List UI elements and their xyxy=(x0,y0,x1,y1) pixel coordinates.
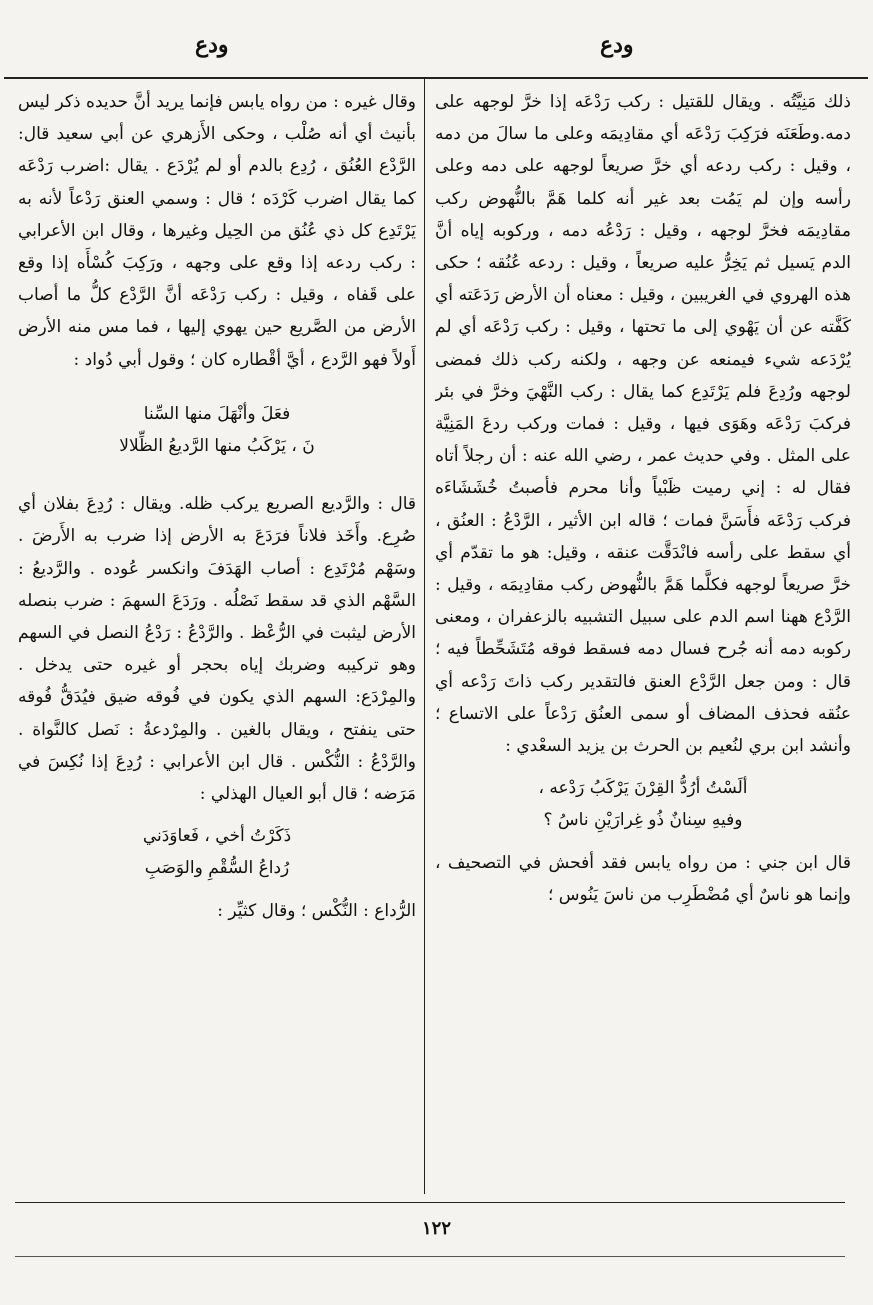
left-verse-2-line-2: رُداعُ السُّقْمِ والوَصَبِ xyxy=(144,858,290,879)
page-number: ١٢٢ xyxy=(421,1218,451,1239)
left-verse-2 xyxy=(18,820,416,884)
left-verse-1-line-2: نَ ، يَرْكَبُ منها الرَّديعُ الظِّلالا xyxy=(119,436,315,457)
right-verse-line-2: وفيهِ سِنانٌ ذُو غِرارَيْنِ ناسُ ؟ xyxy=(543,810,743,831)
left-verse-2-line-1: ذَكَرْتُ أخي ، فَعاوَدَني xyxy=(142,826,292,847)
right-paragraph-2: قال ابن جني : من رواه يابس فقد أفحش في التصحيف ، وإنما هو ناسٌ أي مُضْطَرِب من ناسَ يَنُوس ؛ xyxy=(435,852,851,905)
left-column xyxy=(18,86,416,1194)
bottom-rule xyxy=(15,1202,845,1203)
left-paragraph-3: الرُّداع : النُّكْس ؛ وقال كثيِّر : xyxy=(217,900,416,921)
left-header-word: ودع xyxy=(195,32,229,58)
right-paragraph-1: ذلك مَنِيَّتُه . ويقال للقتيل : ركب رَدْعَه إذا خرَّ لوجهه على دمه.وطَعَنَه فرَكِبَ رَدْعَه أي مقادِيمَه وعلى ما سالَ من دمه ، وقيل : ركب ردعه أي خرَّ صريعاً لوجهه على دمه وعلى رأسه وإن لم يَمُت بعد غير أنه كلما هَمَّ بالنُّهوض ركب مقادِيمَه فخرَّ لوجهه ، وقيل : رَدْعُه دمه ، وركوبه إياه أنَّ الدم يَسيل ثم يَخِرُّ عليه صريعاً ، وقيل : ردعه عُنُقه ؛ حكى هذه الهروي في الغريبين ، وقيل : معناه أن الأرض رَدَعَته أي كَفَّته عن أن يَهْوي إلى ما تحتها ، وقيل : ركب رَدْعَه أي لم يُرْدَعه شيء فيمنعه عن وجهه ، ولكنه ركب ذلك فمضى لوجهه ورُدِعَ فلم يَرْتَدِع كما يقال : ركب النَّهْيَ وخرَّ في بئر فركبَ رَدْعَه وهَوَى فيها ، وقيل : فمات وركب ردعَ المَنِيَّة على المثل . وفي حديث عمر ، رضي الله عنه : أن رجلاً أتاه فقال له : إني رميت ظَبْياً وأنا محرم فأصبتُ خُشَشَاءَه فركب رَدْعَه فأَسَنَّ فمات ؛ قاله ابن الأثير ، الرَّدْعُ : العنُق ، أي سقط على رأسه فانْدَقَّت عنقه ، وقيل: هو ما تقدّم أي خرَّ صريعاً لوجهه فكلَّما هَمَّ بالنُّهوض ركب مقادِيمَه ، وقيل : الرَّدْع ههنا اسم الدم على سبيل التشبيه بالزعفران ، ومعنى ركوبه دمه أنه جُرح فسال دمه فسقط فوقه مُتَشَحِّطاً فيه ؛ قال : ومن جعل الرَّدْع العنق فالتقدير ركب ذاتَ رَدْعه أي عنُقه فحذف المضاف أو سمى العنُق رَدْعاً على الاتساع ؛ وأنشد ابن بري لنُعيم بن الحرث بن يزيد السعْدي : xyxy=(435,92,851,757)
top-rule xyxy=(4,77,868,79)
left-verse-1-line-1: فعَلَ وأنْهَلَ منها السِّنا xyxy=(143,403,291,424)
left-paragraph-2: قال : والرَّديع الصريع يركب ظله. ويقال : رُدِعَ بفلان أي صُرِع. وأَخَذ فلاناً فرَدَعَ به الأرض إذا ضرب به الأَرضَ . وسَهْم مُرْتَدِع : أصاب الهَدَفَ وانكسر عُوده . والرَّديعُ : السَّهْم الذي قد سقط نَصْلُه . ورَدَعَ السهمَ : ضرب بنصله الأرض ليثبت في الرُّعْظ . والرَّدْعُ : رَدْعُ النصل في السهم وهو تركيبه وضربك إياه بحجر أو غيره حتى يدخل . والمِرْدَع: السهم الذي يكون في فُوقه ضيق فيُدَقُّ فُوقه حتى ينفتح ، ويقال بالغين . والمِرْدعةُ : نَصل كالنَّواة . والرَّدْعُ : النُّكْس . قال ابن الأعرابي : رُدِعَ إذا نُكِسَ في مَرَضه ؛ قال أبو العيال الهذلي : xyxy=(18,494,416,805)
left-paragraph-1: وقال غيره : من رواه يابس فإنما يريد أنَّ حديده ذكر ليس بأنيث أي أنه صُلْب ، وحكى الأَزهري عن أبي سعيد قال: الرَّدْع العُنُق ، رُدِع بالدم أو لم يُرْدَع . يقال :اضرب رَدْعَه كما يقال اضرب كَرْدَه ؛ قال : وسمي العنق رَدْعاً لأنه به يَرْتَدِع كل ذي عُنُق من الحِيل وغيرها ، وقال ابن الأعرابي : ركب ردعه إذا وقع على وجهه ، ورَكِبَ كُسْأَه إذا وقع على قَفاه ، وقيل : ركب رَدْعَه أنَّ الرَّدْع كلُّ ما أصاب الأرض من الصَّريع حين يهوي إليها ، فما مس منه الأرض أَولاً فهو الرَّدع ، أيَّ أقْطاره كان ؛ وقول أبي دُواد : xyxy=(18,92,416,370)
right-verse xyxy=(435,772,851,836)
right-column xyxy=(435,86,851,1194)
column-divider xyxy=(424,79,425,1194)
footer-rule xyxy=(15,1256,845,1257)
left-verse-1 xyxy=(18,398,416,462)
right-verse-line-1: ألَسْتُ أرُدُّ القِرْنَ يَرْكَبُ رَدْعه ، xyxy=(538,778,748,799)
right-header-word: ودع xyxy=(600,32,634,58)
